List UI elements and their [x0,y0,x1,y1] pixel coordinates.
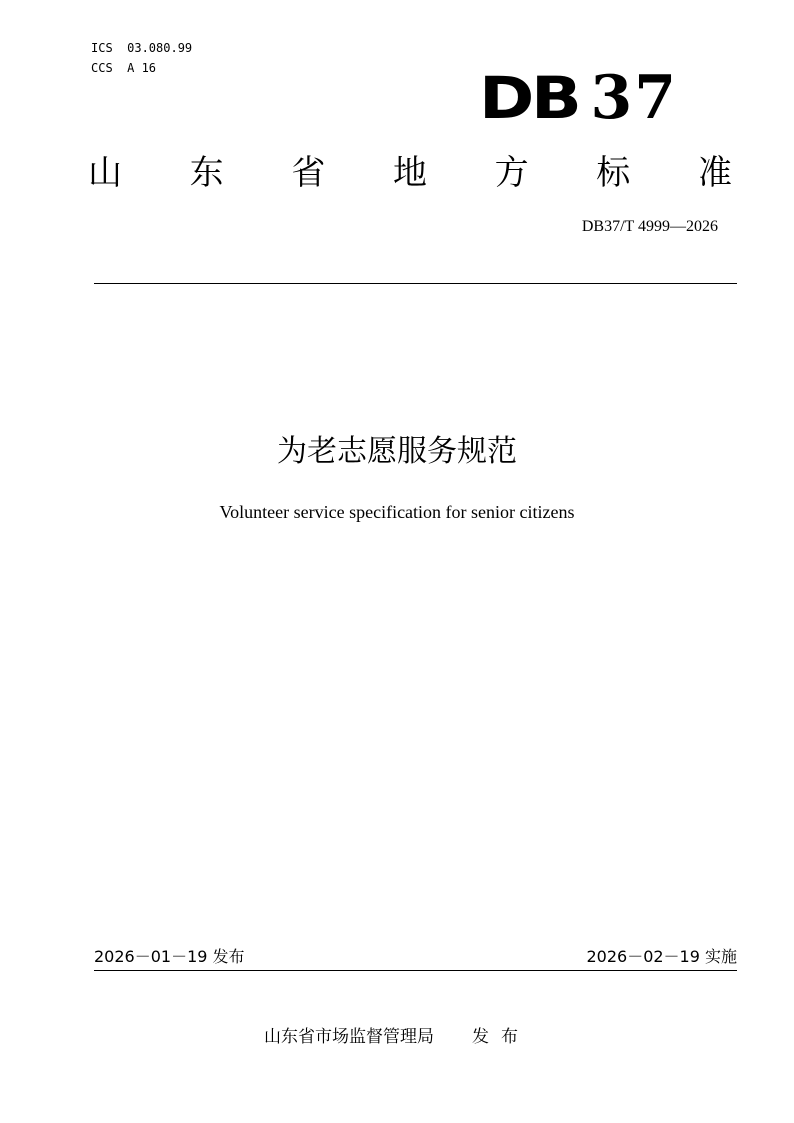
ccs-code: CCS A 16 [91,61,157,75]
implement-date: 2026－02－19 实施 [586,947,737,966]
issuer-name: 山东省市场监督管理局 [264,1027,434,1047]
category-char: 准 [697,153,732,193]
category-char: 标 [596,153,631,193]
category-char: 东 [189,153,224,193]
ics-code: ICS 03.080.99 [91,41,193,55]
publish-date: 2026－01－19 发布 [94,947,245,966]
issuer-action: 发布 [472,1027,530,1047]
date-row [94,946,737,968]
standard-category [88,150,732,196]
standard-number: DB37/T 4999—2026 [581,218,718,235]
title-chinese: 为老志愿服务规范 [277,434,517,469]
issuer-line [0,1025,794,1049]
bottom-divider [94,970,737,971]
db37-logo [479,63,678,133]
top-divider [94,283,737,284]
classification-codes [91,38,192,78]
category-char: 地 [392,153,427,193]
category-char: 山 [88,153,122,193]
category-char: 省 [291,153,326,193]
title-english: Volunteer service specification for senior citizens [219,502,575,522]
logo-prefix: DB [479,64,579,132]
logo-number: 37 [590,63,678,133]
category-char: 方 [494,153,529,193]
